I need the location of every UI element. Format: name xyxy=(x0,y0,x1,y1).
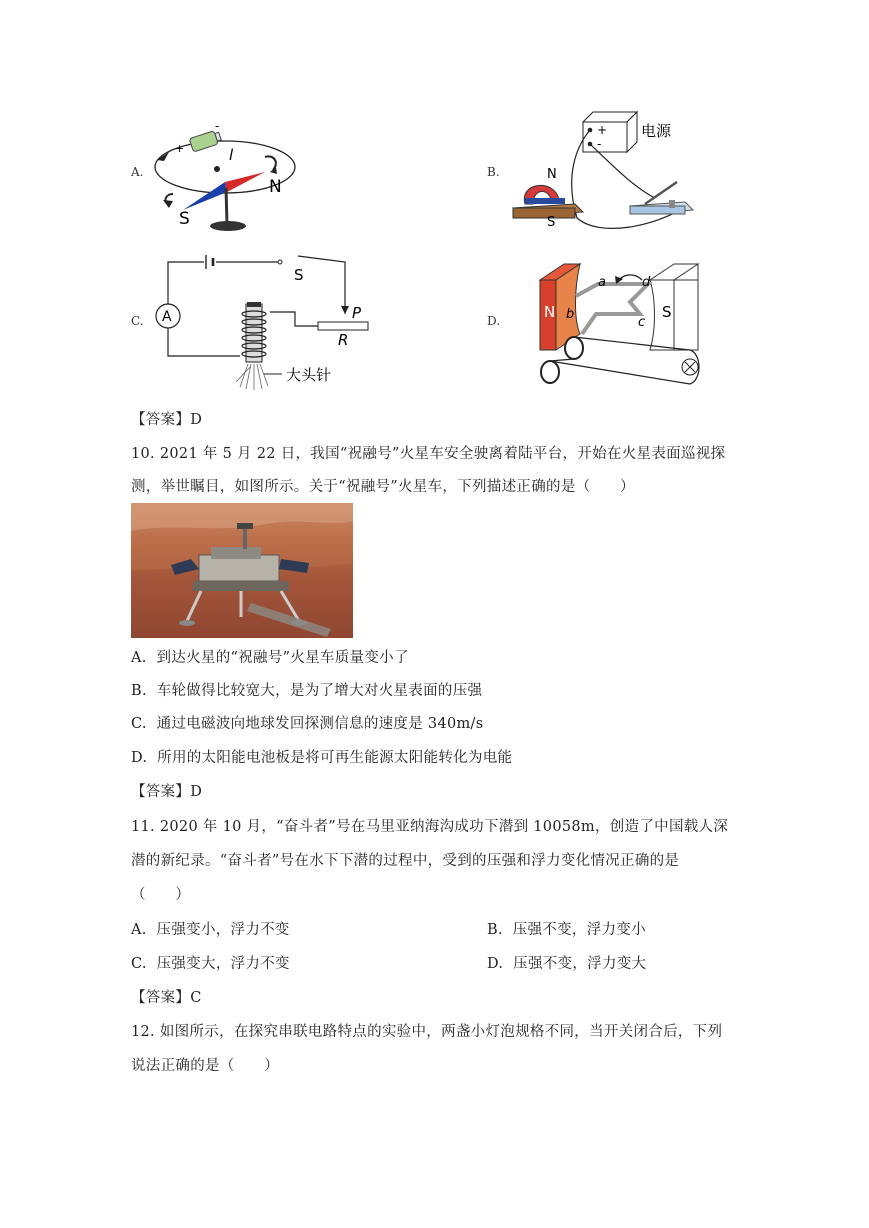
q11-answer: 【答案】C xyxy=(131,990,202,1006)
ammeter-label: A xyxy=(162,309,172,325)
q10-option-c xyxy=(131,707,483,741)
q11-option-a xyxy=(131,913,290,947)
needle-north xyxy=(225,172,265,192)
q12-stem-line1: 12. 如图所示，在探究串联电路特点的实验中，两盏小灯泡规格不同，当开关闭合后，下列 xyxy=(131,1024,723,1040)
q10-option-a-text: 到达火星的“祝融号”火星车质量变小了 xyxy=(156,650,409,666)
q11-option-b-label: B. xyxy=(487,922,503,938)
q11-option-c xyxy=(131,947,290,981)
pole-n: N xyxy=(544,303,556,321)
label-b: b xyxy=(566,307,575,322)
q11-stem-line1: 11. 2020 年 10 月，“奋斗者”号在马里亚纳海沟成功下潜到 10058m，创造了中国载人深 xyxy=(131,819,729,835)
q11-option-d-text: 压强不变，浮力变大 xyxy=(513,956,647,972)
mars-rover-photo xyxy=(131,503,353,638)
q10-stem-line2: 测，举世瞩目，如图所示。关于“祝融号”火星车，下列描述正确的是（ ） xyxy=(131,479,635,495)
q11-option-a-text: 压强变小，浮力不变 xyxy=(156,922,290,938)
q10-option-c-label: C. xyxy=(131,716,147,732)
q10-option-a-label: A. xyxy=(131,650,147,666)
magnet-s: S xyxy=(547,215,556,230)
q10-option-d-label: D. xyxy=(131,750,148,766)
rover-illustration xyxy=(131,503,353,638)
slide-rheostat xyxy=(318,322,368,330)
compass-n: N xyxy=(269,177,282,197)
q10-option-d-text: 所用的太阳能电池板是将可再生能源太阳能转化为电能 xyxy=(157,750,513,766)
magnet-n: N xyxy=(547,167,557,182)
label-c: c xyxy=(638,315,646,330)
q11-option-b xyxy=(487,913,646,947)
switch-s: S xyxy=(294,266,304,284)
pins xyxy=(236,364,268,390)
needle-south xyxy=(183,182,227,210)
q11-option-d-label: D. xyxy=(487,956,504,972)
figure-a-compass xyxy=(145,112,305,237)
q10-option-b-label: B. xyxy=(131,683,147,699)
compass-s: S xyxy=(179,209,190,229)
q10-option-b xyxy=(131,674,482,708)
q10-answer: 【答案】D xyxy=(131,784,203,800)
q10-option-a xyxy=(131,641,409,675)
pins-label: 大头针 xyxy=(286,366,332,384)
slider-p: P xyxy=(352,304,362,322)
q11-option-c-text: 压强变大，浮力不变 xyxy=(156,956,290,972)
q9-option-d-label: D. xyxy=(487,314,501,328)
q11-option-a-label: A. xyxy=(131,922,147,938)
battery-minus: - xyxy=(215,119,220,133)
arrow-icon xyxy=(157,152,169,161)
resistor-r: R xyxy=(338,331,349,349)
q11-option-d xyxy=(487,947,646,981)
figure-b-power-circuit xyxy=(505,108,705,238)
q10-option-d xyxy=(131,741,512,775)
pole-s: S xyxy=(662,303,672,321)
label-a: a xyxy=(598,275,606,290)
terminal-plus: + xyxy=(597,123,608,137)
q9-option-a-label: A. xyxy=(131,165,144,179)
figure-c-electromagnet xyxy=(150,252,375,392)
q12-stem-line2: 说法正确的是（ ） xyxy=(131,1058,279,1074)
q9-option-c-label: C. xyxy=(131,314,144,328)
power-supply-box xyxy=(583,112,637,152)
current-label: l xyxy=(229,146,234,164)
rover-body xyxy=(171,523,331,637)
power-label: 电源 xyxy=(641,122,672,140)
q9-answer: 【答案】D xyxy=(131,412,203,428)
q11-option-b-text: 压强不变，浮力变小 xyxy=(512,922,646,938)
q11-option-c-label: C. xyxy=(131,956,147,972)
figure-d-motor xyxy=(530,260,720,390)
label-d: d xyxy=(642,275,651,290)
q11-stem-line3: （ ） xyxy=(131,887,191,903)
q9-option-b-label: B. xyxy=(487,165,500,179)
q11-stem-line2: 潜的新纪录。“奋斗者”号在水下下潜的过程中，受到的压强和浮力变化情况正确的是 xyxy=(131,853,680,869)
q10-stem-line1: 10. 2021 年 5 月 22 日，我国“祝融号”火星车安全驶离着陆平台，开始在火星表面巡视探 xyxy=(131,446,726,462)
q10-option-c-text: 通过电磁波向地球发回探测信息的速度是 340m/s xyxy=(156,716,484,732)
battery-plus: + xyxy=(175,142,185,155)
terminal-minus: - xyxy=(597,137,602,151)
q10-option-b-text: 车轮做得比较宽大，是为了增大对火星表面的压强 xyxy=(156,683,483,699)
